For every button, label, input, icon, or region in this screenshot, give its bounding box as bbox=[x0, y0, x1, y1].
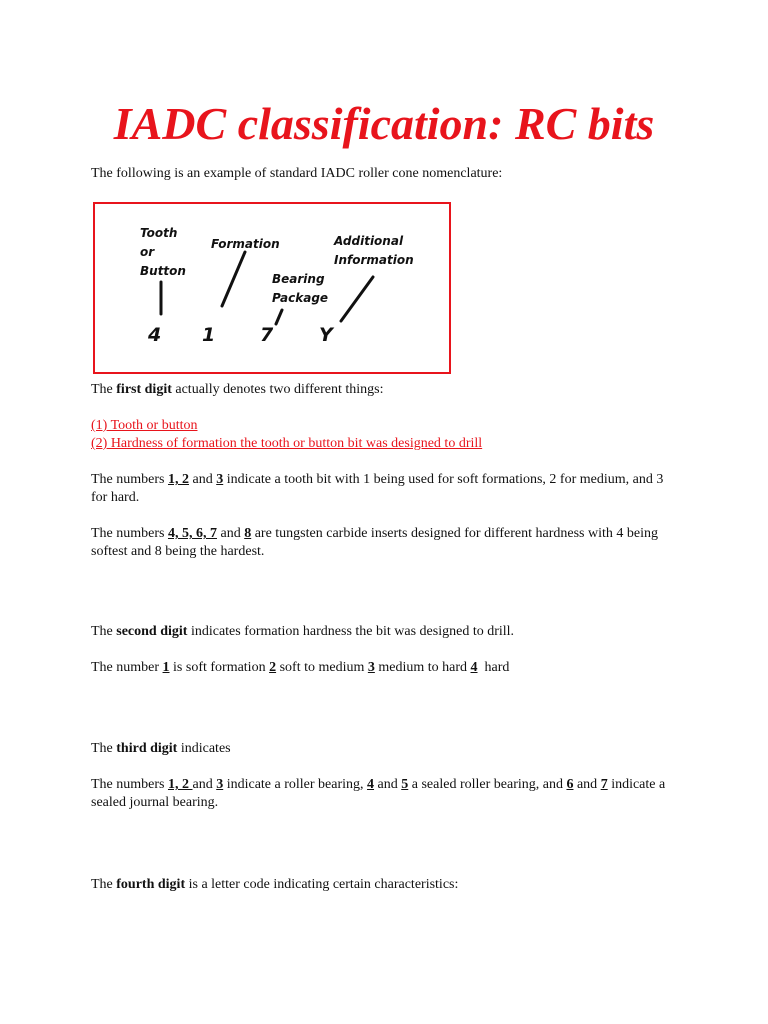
third-numbers-paragraph: The numbers 1, 2 and 3 indicate a roller bearing, 4 and 5 a sealed roller bearing, and 6 and 7 indicate a sealed journal bearing. bbox=[91, 777, 666, 810]
tooth-numbers-paragraph: The numbers 1, 2 and 3 indicate a tooth bit with 1 being used for soft formations, 2 for medium, and 3 for hard. bbox=[91, 472, 664, 505]
first-digit-paragraph: The first digit actually denotes two different things: bbox=[91, 382, 384, 397]
page-title: IADC classification: RC bits bbox=[113, 98, 655, 149]
fourth-digit-paragraph: The fourth digit is a letter code indicating certain characteristics: bbox=[91, 877, 459, 892]
first-digit-term: first digit bbox=[116, 382, 172, 397]
label-bearing-package: Bearing Package bbox=[272, 272, 329, 305]
second-digit-paragraph: The second digit indicates formation hardness the bit was designed to drill. bbox=[91, 624, 515, 639]
label-tooth-or-button: Tooth or Button bbox=[140, 226, 186, 278]
fourth-digit-term: fourth digit bbox=[116, 877, 186, 892]
first-digit-item-2: (2) Hardness of formation the tooth or button bit was designed to drill bbox=[91, 436, 483, 451]
label-additional-information: Additional Information bbox=[334, 234, 414, 267]
label-formation: Formation bbox=[211, 237, 280, 251]
second-digit-term: second digit bbox=[116, 624, 188, 639]
digit-1-value: 4 bbox=[148, 324, 162, 346]
bearing-pointer-line bbox=[276, 310, 282, 324]
third-digit-term: third digit bbox=[116, 741, 178, 756]
first-digit-item-1: (1) Tooth or button bbox=[91, 418, 198, 433]
additional-pointer-line bbox=[341, 277, 373, 321]
intro-paragraph: The following is an example of standard IADC roller cone nomenclature: bbox=[91, 166, 503, 181]
formation-pointer-line bbox=[222, 252, 245, 306]
second-numbers-paragraph: The number 1 is soft formation 2 soft to medium 3 medium to hard 4 hard bbox=[91, 660, 510, 675]
nomenclature-diagram bbox=[93, 202, 451, 374]
digit-2-value: 1 bbox=[202, 324, 216, 346]
third-digit-paragraph: The third digit indicates bbox=[91, 741, 231, 756]
insert-numbers-paragraph: The numbers 4, 5, 6, 7 and 8 are tungsten carbide inserts designed for different hardness with 4 being softest and 8 being the hardest. bbox=[91, 526, 658, 559]
digit-3-value: 7 bbox=[260, 324, 274, 346]
digit-4-value: Y bbox=[319, 324, 333, 346]
